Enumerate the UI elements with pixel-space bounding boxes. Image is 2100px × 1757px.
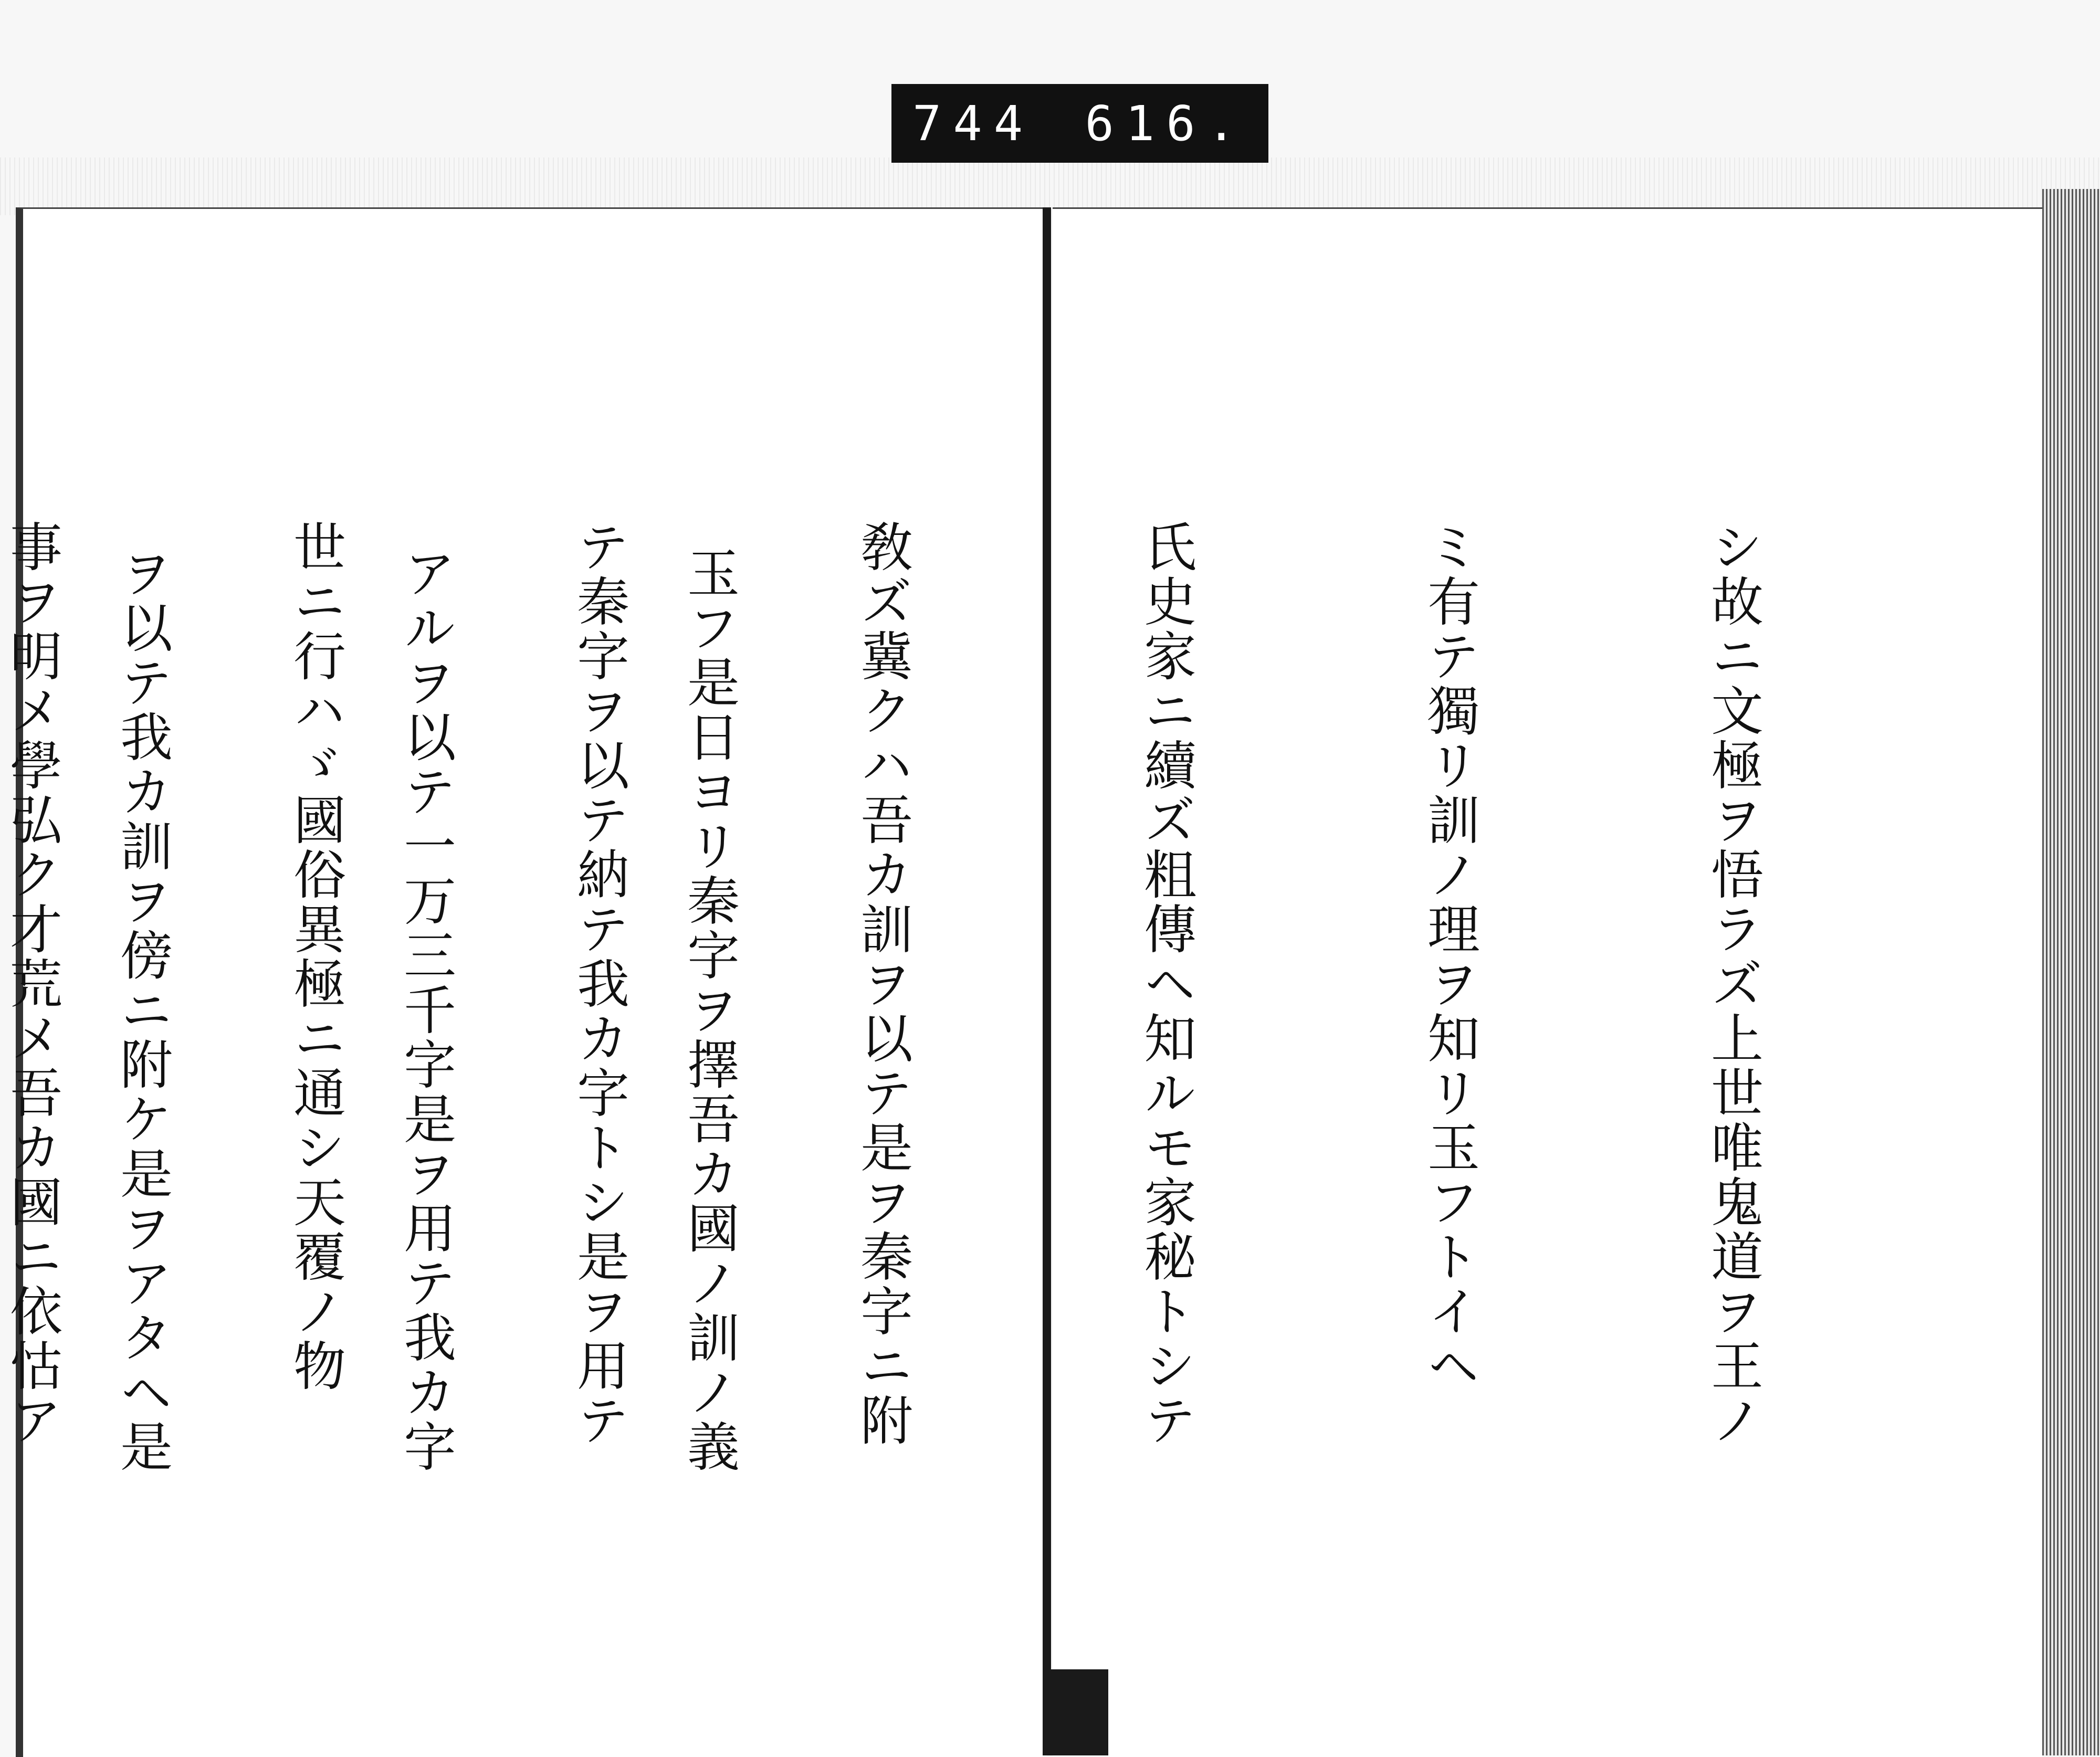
label-right-number: 616.	[1085, 95, 1247, 152]
text-column: 敎ズ冀クハ吾カ訓ヲ以テ是ヲ秦字ニ附	[852, 520, 913, 1448]
label-left-number: 744	[912, 95, 1035, 152]
text-column: 事ヲ明メ學弘ク才荒メ吾カ國ニ依怙ア	[1, 520, 62, 1448]
text-column: ヲ以テ我カ訓ヲ傍ニ附ケ是ヲアタヘ是	[111, 546, 173, 1474]
text-column: 氏史家ニ續ズ粗傳ヘ知ルモ家秘トシテ	[1135, 520, 1196, 1448]
text-column: 玉フ是日ヨリ秦字ヲ擇吾カ國ノ訓ノ義	[678, 546, 740, 1474]
scan-noise-band	[0, 157, 2100, 215]
text-column: シ故ニ文極ヲ悟ラズ上世唯鬼道ヲ王ノ	[1702, 520, 1763, 1448]
page-fore-edge	[2042, 189, 2100, 1755]
text-column: 世ニ行ハゞ國俗異極ニ通シ天覆ノ物	[285, 520, 346, 1393]
microfilm-label-plate	[891, 84, 1268, 163]
gutter-tab	[1043, 1669, 1108, 1755]
text-column: テ秦字ヲ以テ納テ我カ字トシ是ヲ用テ	[568, 520, 629, 1448]
text-column: アルヲ以テ一万三千字是ヲ用テ我カ字	[395, 546, 456, 1474]
left-page-text	[111, 546, 945, 1659]
text-column: ミ有テ獨リ訓ノ理ヲ知リ玉フトイヘ	[1419, 520, 1480, 1393]
